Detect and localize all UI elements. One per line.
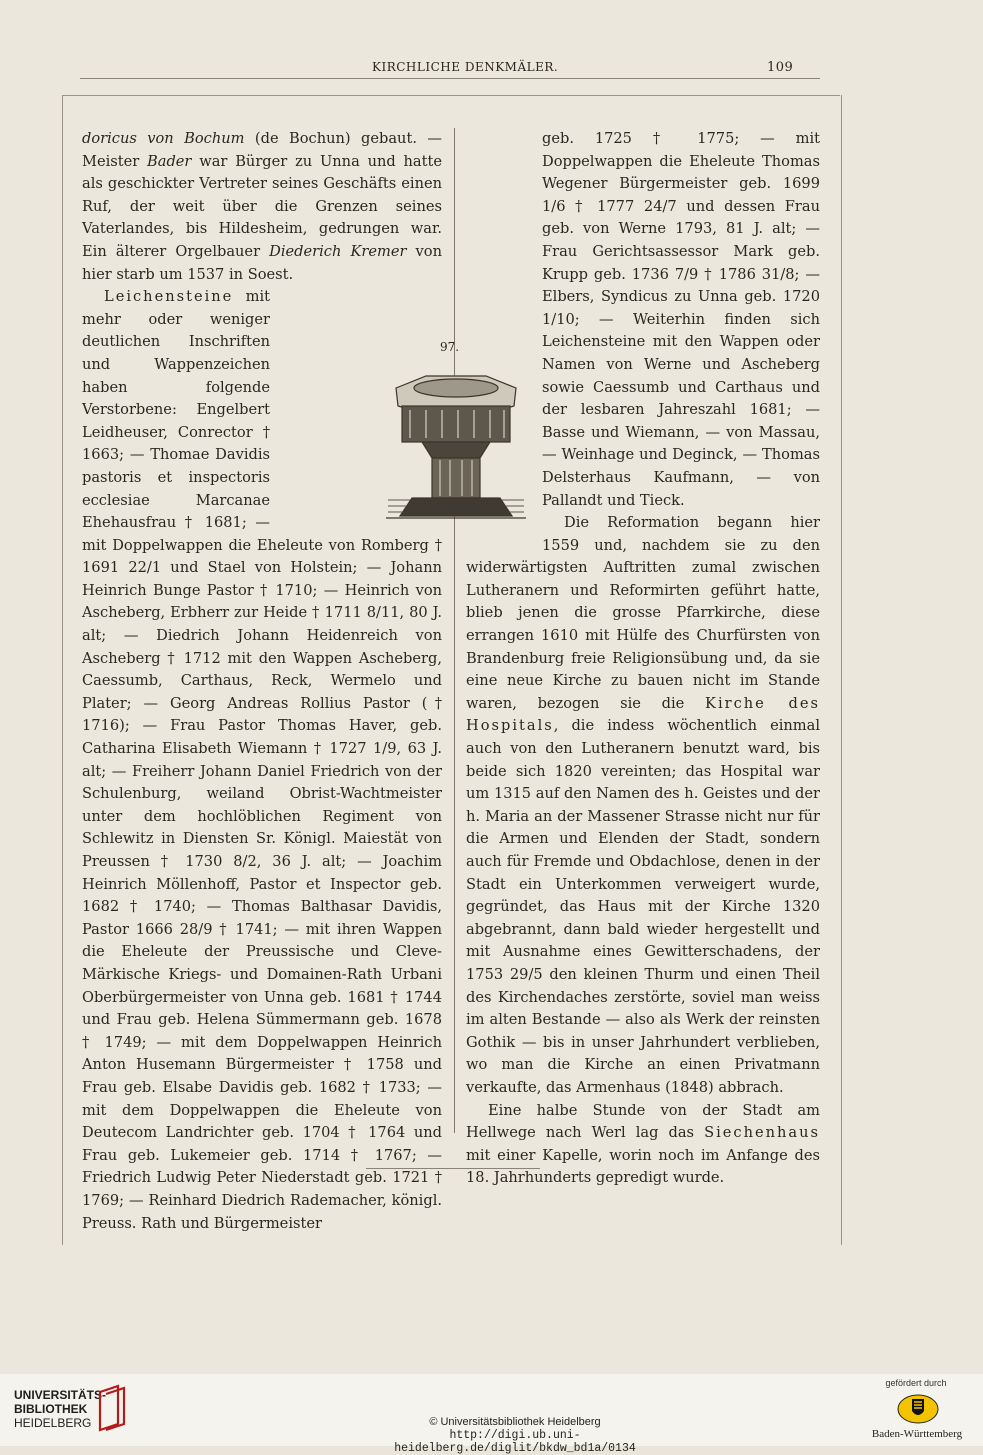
running-header-title: KIRCHLICHE DENKMÄLER. <box>372 60 559 74</box>
figure-space <box>270 331 442 513</box>
permalink[interactable]: http://digi.ub.uni-heidelberg.de/diglit/bkdw_bd1a/0134 <box>394 1429 636 1455</box>
left-column <box>82 128 442 1235</box>
text-run: mit einer Kapelle, worin noch im Anfange des 18. Jahrhunderts gepredigt wurde. <box>466 1146 820 1187</box>
italic-name: Bader <box>147 152 192 170</box>
library-logo-text[interactable] <box>14 1388 106 1430</box>
sponsor-name[interactable]: Baden-Württemberg <box>871 1428 963 1440</box>
header-rule <box>80 78 820 79</box>
sponsor-label: gefördert durch <box>885 1378 947 1388</box>
text-run: war Bürger zu Unna und hatte als geschickter Vertreter seines Geschäfts einen Ruf, der weit über die Grenzen seines Vaterlandes, bis Hildesheim, gedrungen war. Ein älterer Orgelbauer <box>82 152 442 260</box>
coat-of-arms-icon <box>896 1393 940 1425</box>
right-paragraph-3 <box>466 1100 820 1190</box>
text-run: Die Reformation begann hier 1559 und, nachdem sie zu den widerwärtigsten Auftritten zumal zwischen Lutheranern und Reformirten geführt hatte, blieb jenen die grosse Pfarrkirche, diese errangen 1610 mit Hülfe des Churfürsten von Brandenburg freie Religionsübung und, da sie eine neue Kirche zu bauen nicht im Stande waren, bezogen sie die <box>466 514 820 712</box>
column-divider <box>454 128 455 1133</box>
spaced-keyword: Siechenhaus <box>704 1124 820 1142</box>
text-run: (de Bochun) gebaut. — Meister <box>82 130 442 170</box>
text-run: , die indess wöchentlich einmal auch von den Lutheranern benutzt ward, bis beide sich 1820 vereinten; das Hospital war um 1315 auf den Namen des h. Geistes und der h. Maria an der Massener Strasse nicht nur für die Armen und Elenden der Stadt, sondern auch für Fremde und Obdachlose, denen in der Stadt ein Unterkommen verweigert wurde, gegründet, das Haus mit der Kirche 1320 abgebrannt, dann bald wieder hergestellt und mit Ausnahme eines Gewitterschadens, der 1753 29/5 den kleinen Thurm und einen Theil des Kirchendaches zerstörte, soviel man weiss im alten Bestande — also als Werk der reinsten Gothik — bis in unser Jahrhundert verblieben, wo man die Kirche an einen Privatmann verkaufte, das Armenhaus (1848) abbrach. <box>466 717 820 1096</box>
figure-space <box>466 354 542 536</box>
text-run: mit mehr oder weniger deutlichen Inschriften und Wappenzeichen haben folgende Verstorbene: Engelbert Leidheuser, Conrector † 1663; — Thomae Davidis pastoris et inspectoris ecclesiae Marcanae Ehehausfrau † 1681; — mit Doppelwappen die Eheleute von Romberg † 1691 22/1 und Stael von Holstein; — Johann Heinrich Bunge Pastor † 1710; — Heinrich von Ascheberg, Erbherr zur Heide † 1711 8/11, 80 J. alt; — Diedrich Johann Heidenreich von Ascheberg † 1712 mit den Wappen Ascheberg, Caessumb, Carthaus, Reck, Wermelo und Plater; — Georg Andreas Rollius Pastor († 1716); — Frau Pastor Thomas Haver, geb. Catharina Elisabeth Wiemann † 1727 1/9, 63 J. alt; — Freiherr Johann Daniel Friedrich von der Schulenburg, weiland Obrist-Wachtmeister unter dem hochlöblichen Regiment von Schlewitz in Diensten Sr. Königl. Maiestät von Preussen † 1730 8/2, 36 J. alt; — Joachim Heinrich Möllenhoff, Pastor et Inspector geb. 1682 † 1740; — Thomas Balthasar Davidis, Pastor 1666 28/9 † 1741; — mit ihren Wappen die Eheleute der Preussische und Cleve-Märkische Kriegs- und Domainen-Rath Urbani Oberbürgermeister von Unna geb. 1681 † 1744 und Frau geb. Helena Sümmermann geb. 1678 † 1749; — mit dem Doppelwappen Heinrich Anton Husemann Bürgermeister † 1758 und Frau geb. Elsabe Davidis geb. 1682 † 1733; — mit dem Doppelwappen die Eheleute von Deutecom Landrichter geb. 1704 † 1764 und Frau geb. Lukemeier geb. 1714 † 1767; — Friedrich Ludwig Peter Niederstadt geb. 1721 † 1769; — Reinhard Diedrich Rademacher, königl. Preuss. Rath und Bürgermeister <box>82 288 442 1232</box>
right-paragraph-1 <box>466 128 820 512</box>
library-name-line3: HEIDELBERG <box>14 1416 92 1430</box>
library-name-line1: UNIVERSITÄTS- <box>14 1388 107 1402</box>
italic-name: Diederich Kremer <box>269 242 407 260</box>
copyright-block <box>330 1416 700 1455</box>
library-name-line2: BIBLIOTHEK <box>14 1402 88 1416</box>
right-column <box>466 128 820 1190</box>
text-run: geb. 1725 † 1775; — mit Doppelwappen die Eheleute Thomas Wegener Bürgermeister geb. 1699 1/6 † 1777 24/7 und dessen Frau geb. von Werne 1793, 81 J. alt; — Frau Gerichtsassessor Mark geb. Krupp geb. 1736 7/9 † 1786 31/8; — Elbers, Syndicus zu Unna geb. 1720 1/10; — Weiterhin finden sich Leichensteine mit den Wappen oder Namen von Werne und Ascheberg sowie Caessumb und Carthaus und der lesbaren Jahreszahl 1681; — Basse und Wiemann, — von Massau, — Weinhage und Deginck, — Thomas Delsterhaus Kaufmann, — von Pallandt und Tieck. <box>542 130 820 509</box>
figure-label: 97. <box>440 340 460 354</box>
right-paragraph-2 <box>466 512 820 1099</box>
copyright-text: © Universitätsbibliothek Heidelberg <box>429 1416 601 1428</box>
spaced-keyword: Kirche des Hospitals <box>466 694 820 735</box>
library-logo-icon[interactable] <box>94 1384 128 1432</box>
spaced-keyword: Leichensteine <box>104 288 234 306</box>
end-rule <box>366 1168 540 1169</box>
left-paragraph-2 <box>82 286 442 1235</box>
page-frame-top <box>62 95 840 96</box>
left-paragraph-1 <box>82 128 442 286</box>
italic-name: doricus von Bochum <box>82 130 245 147</box>
text-run: Eine halbe Stunde von der Stadt am Hellwege nach Werl lag das <box>466 1101 820 1142</box>
text-run: von hier starb um 1537 in Soest. <box>82 242 442 283</box>
page-number: 109 <box>767 60 794 75</box>
